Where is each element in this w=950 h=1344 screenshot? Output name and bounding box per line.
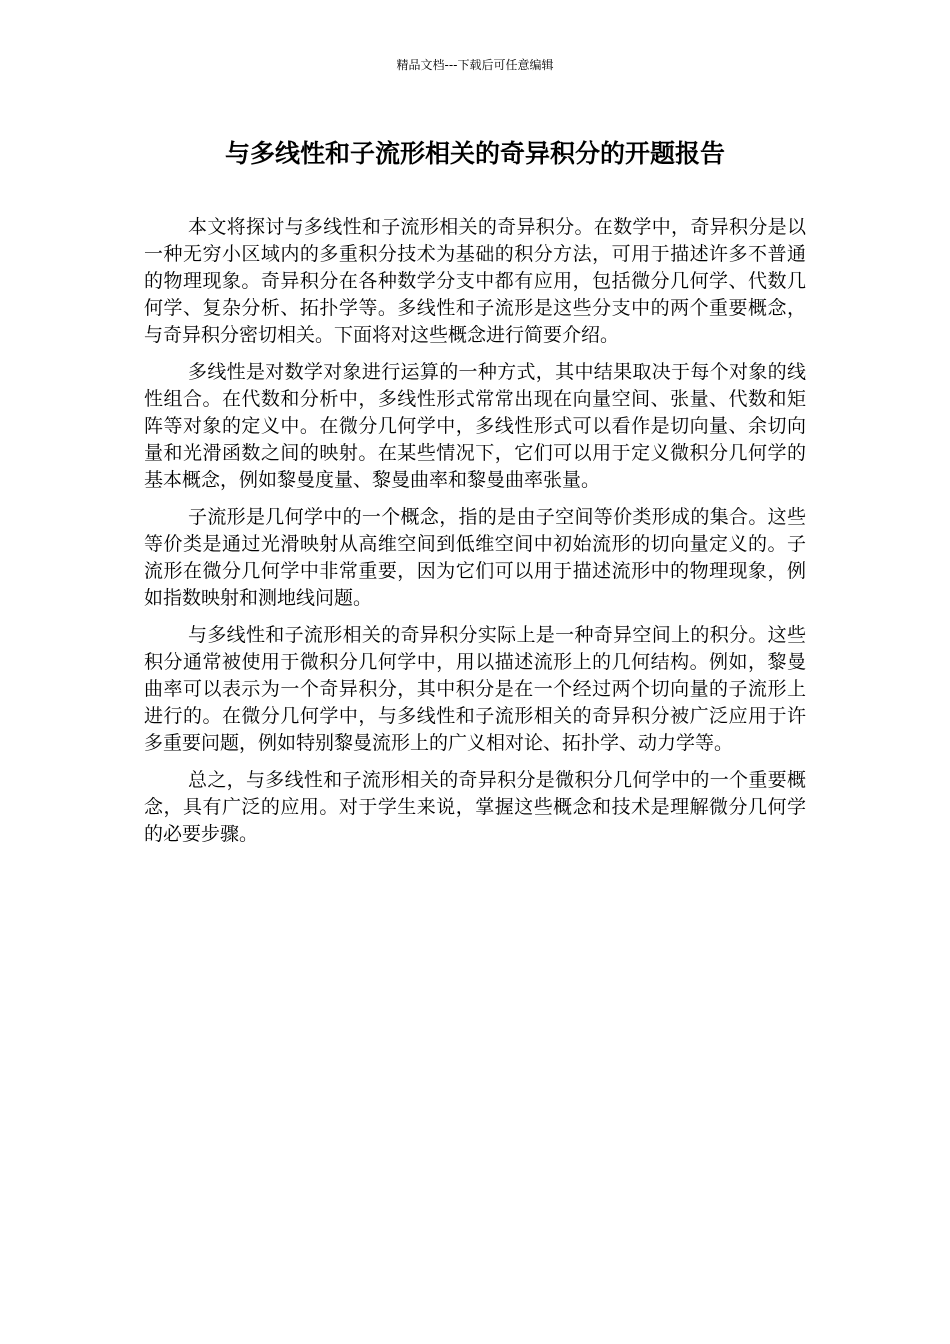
document-body [144,214,806,858]
header-note: 精品文档---下载后可任意编辑 [396,58,554,72]
paragraph: 多线性是对数学对象进行运算的一种方式，其中结果取决于每个对象的线性组合。在代数和分析中，多线性形式常常出现在向量空间、张量、代数和矩阵等对象的定义中。在微分几何学中，多线性形式可以看作是切向量、余切向量和光滑函数之间的映射。在某些情况下，它们可以用于定义微积分几何学的基本概念，例如黎曼度量、黎曼曲率和黎曼曲率张量。 [144,361,806,491]
document-title: 与多线性和子流形相关的奇异积分的开题报告 [224,139,725,168]
paragraph: 本文将探讨与多线性和子流形相关的奇异积分。在数学中，奇异积分是以一种无穷小区域内的多重积分技术为基础的积分方法，可用于描述许多不普通的物理现象。奇异积分在各种数学分支中都有应用，包括微分几何学、代数几何学、复杂分析、拓扑学等。多线性和子流形是这些分支中的两个重要概念，与奇异积分密切相关。下面将对这些概念进行简要介绍。 [144,216,806,346]
paragraph: 与多线性和子流形相关的奇异积分实际上是一种奇异空间上的积分。这些积分通常被使用于微积分几何学中，用以描述流形上的几何结构。例如，黎曼曲率可以表示为一个奇异积分，其中积分是在一个经过两个切向量的子流形上进行的。在微分几何学中，与多线性和子流形相关的奇异积分被广泛应用于许多重要问题，例如特别黎曼流形上的广义相对论、拓扑学、动力学等。 [144,624,806,754]
paragraph: 子流形是几何学中的一个概念，指的是由子空间等价类形成的集合。这些等价类是通过光滑映射从高维空间到低维空间中初始流形的切向量定义的。子流形在微分几何学中非常重要，因为它们可以用于描述流形中的物理现象，例如指数映射和测地线问题。 [144,506,806,609]
paragraph: 总之，与多线性和子流形相关的奇异积分是微积分几何学中的一个重要概念，具有广泛的应用。对于学生来说，掌握这些概念和技术是理解微分几何学的必要步骤。 [144,769,806,845]
